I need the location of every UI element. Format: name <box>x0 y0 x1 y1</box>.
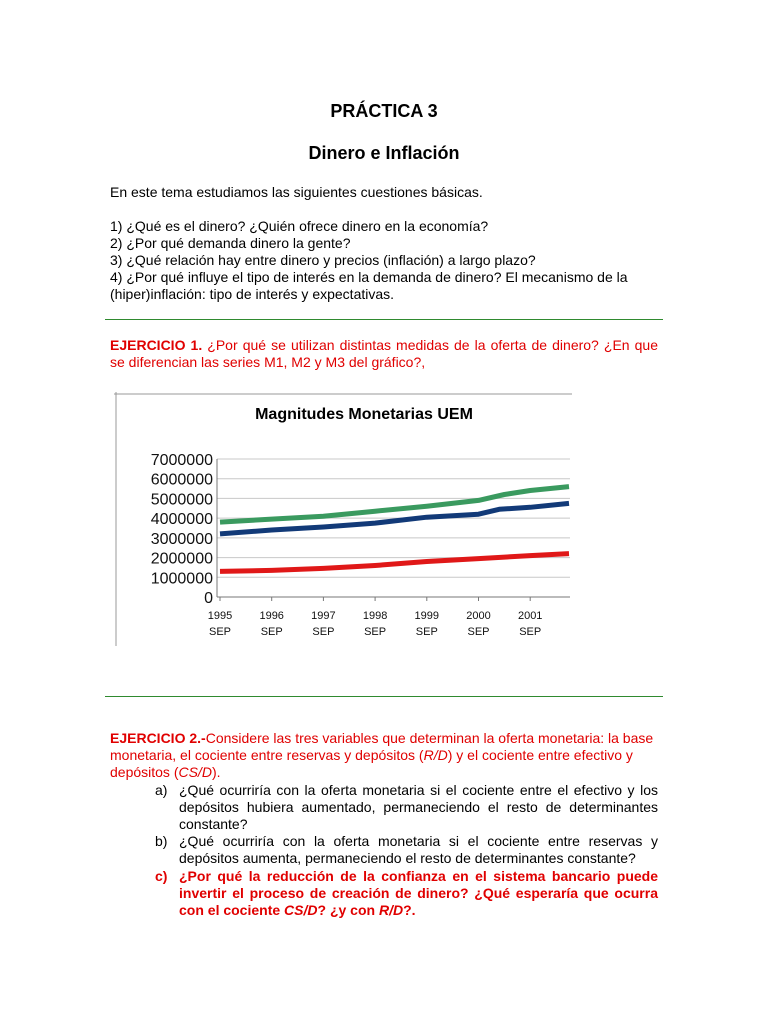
x-tick-sublabel: SEP <box>260 626 283 638</box>
x-tick-label: 1995 <box>207 610 233 622</box>
question-1: 1) ¿Qué es el dinero? ¿Quién ofrece dinero en la economía? <box>110 218 489 234</box>
x-tick-label: 1998 <box>362 610 388 622</box>
x-tick-label: 2000 <box>466 610 491 622</box>
intro-text: En este tema estudiamos las siguientes cuestiones básicas. <box>110 184 483 200</box>
y-tick-label: 0 <box>204 590 213 607</box>
y-tick-label: 1000000 <box>150 570 213 588</box>
divider <box>105 319 663 320</box>
x-tick-sublabel: SEP <box>312 626 335 638</box>
x-tick-sublabel: SEP <box>415 626 438 638</box>
y-tick-label: 7000000 <box>150 452 213 469</box>
exercise-1 <box>110 337 658 371</box>
x-tick-sublabel: SEP <box>364 626 387 638</box>
x-tick-label: 1997 <box>311 610 336 622</box>
divider <box>105 696 663 697</box>
exercise-2 <box>110 730 658 781</box>
monetary-chart <box>114 392 572 646</box>
exercise-2-rd: R/D <box>423 747 448 763</box>
exercise-1-label: EJERCICIO 1. <box>110 337 203 353</box>
item-c-text-1: ¿Por qué la reducción de la confianza en el sistema bancario puede invertir el proceso de creación de dinero? ¿Qué esperaría que ocurra con el cociente <box>179 868 658 918</box>
question-3: 3) ¿Qué relación hay entre dinero y precios (inflación) a largo plazo? <box>110 252 536 268</box>
question-list <box>110 218 658 303</box>
exercise-1-text: ¿Por qué se utilizan distintas medidas de la oferta de dinero? ¿En que se diferencian las series M1, M2 y M3 del gráfico?, <box>110 337 659 370</box>
item-c-csd: CS/D <box>284 902 318 918</box>
x-tick-label: 1999 <box>414 610 440 622</box>
question-4: 4) ¿Por qué influye el tipo de interés en la demanda de dinero? El mecanismo de la (hiper)inflación: tipo de interés y expectativas. <box>110 269 628 302</box>
exercise-2-text-3: ). <box>211 764 221 780</box>
item-a-label: a) <box>155 782 168 798</box>
y-tick-label: 6000000 <box>150 471 213 489</box>
exercise-2-csd: CS/D <box>178 764 212 780</box>
x-tick-sublabel: SEP <box>208 626 232 638</box>
exercise-2-items <box>155 782 658 919</box>
item-c-label: c) <box>155 868 168 884</box>
item-c-text-3: ?. <box>403 902 416 918</box>
list-item <box>155 782 658 833</box>
y-tick-label: 5000000 <box>150 491 213 509</box>
item-a-text: ¿Qué ocurriría con la oferta monetaria si el cociente entre el efectivo y los depósitos hubiera aumentado, permaneciendo el resto de determinantes constante? <box>179 782 658 832</box>
exercise-2-label: EJERCICIO 2.- <box>110 730 206 746</box>
list-item <box>155 833 658 867</box>
question-2: 2) ¿Por qué demanda dinero la gente? <box>110 235 351 251</box>
y-tick-label: 4000000 <box>150 511 213 529</box>
item-b-text: ¿Qué ocurriría con la oferta monetaria si el cociente entre reservas y depósitos aumenta, permaneciendo el resto de determinantes constante? <box>179 833 658 866</box>
x-tick-label: 1996 <box>259 610 284 622</box>
chart-title: Magnitudes Monetarias UEM <box>255 406 473 423</box>
y-tick-label: 2000000 <box>150 550 213 568</box>
exercise-2-text-2: ) y el cociente entre efectivo y depósitos ( <box>110 747 633 780</box>
y-tick-label: 3000000 <box>150 530 213 548</box>
list-item <box>155 868 658 919</box>
x-tick-sublabel: SEP <box>467 626 490 638</box>
x-tick-label: 2001 <box>517 610 543 622</box>
page-subtitle: Dinero e Inflación <box>308 143 460 163</box>
item-b-label: b) <box>155 833 168 849</box>
page-title: PRÁCTICA 3 <box>330 101 438 121</box>
x-tick-sublabel: SEP <box>519 626 542 638</box>
item-c-text-2: ? ¿y con <box>317 902 379 918</box>
exercise-2-text-1: Considere las tres variables que determinan la oferta monetaria: la base monetaria, el cociente entre reservas y depósitos ( <box>110 730 654 763</box>
item-c-rd: R/D <box>378 902 404 918</box>
item-c-text <box>179 868 658 919</box>
